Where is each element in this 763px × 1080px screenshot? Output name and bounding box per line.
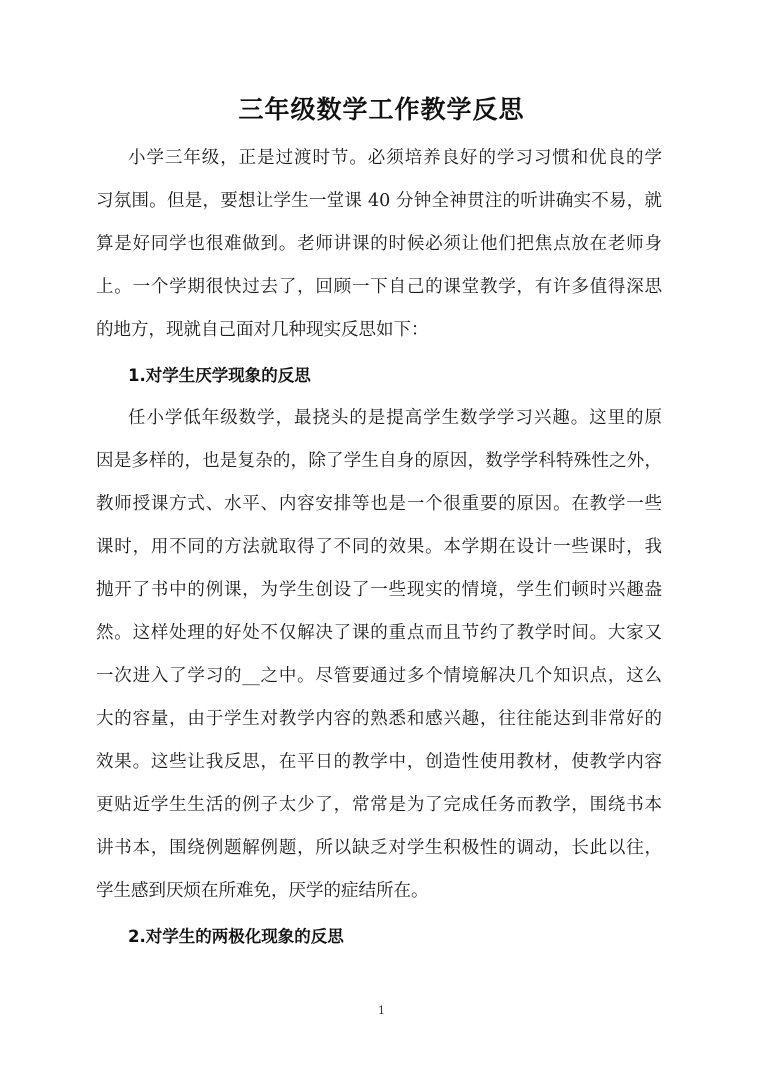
- intro-line-2: 习氛围。但是，要想让学生一堂课 40 分钟全神贯注的听讲确实不易，就: [96, 191, 662, 211]
- section-1-line-12: 学生感到厌烦在所难免，厌学的症结所在。: [96, 881, 429, 901]
- section-2-heading: 2.对学生的两极化现象的反思: [128, 927, 344, 946]
- section-1-line-4: 课时，用不同的方法就取得了不同的效果。本学期在设计一些课时，我: [96, 537, 662, 557]
- section-1-line-7: 一次进入了学习的__之中。尽管要通过多个情境解决几个知识点，这么: [96, 666, 662, 686]
- section-1-line-6: 然。这样处理的好处不仅解决了课的重点而且节约了教学时间。大家又: [96, 623, 662, 643]
- section-1-line-8: 大的容量，由于学生对教学内容的熟悉和感兴趣，往往能达到非常好的: [96, 709, 662, 729]
- section-1-line-1: 任小学低年级数学，最挠头的是提高学生数学学习兴趣。这里的原: [128, 408, 662, 428]
- intro-line-3: 算是好同学也很难做到。老师讲课的时候必须让他们把焦点放在老师身: [96, 234, 662, 254]
- section-1-line-5: 抛开了书中的例课，为学生创设了一些现实的情境，学生们顿时兴趣盎: [96, 580, 662, 600]
- intro-line-1: 小学三年级，正是过渡时节。必须培养良好的学习习惯和优良的学: [128, 148, 662, 168]
- intro-line-4: 上。一个学期很快过去了，回顾一下自己的课堂教学，有许多值得深思: [96, 277, 662, 297]
- section-1-line-3: 教师授课方式、水平、内容安排等也是一个很重要的原因。在教学一些: [96, 494, 662, 514]
- section-1-line-11: 讲书本，围绕例题解例题，所以缺乏对学生积极性的调动，长此以往，: [96, 838, 662, 858]
- page-number: 1: [378, 1004, 385, 1017]
- section-1-line-9: 效果。这些让我反思，在平日的教学中，创造性使用教材，使教学内容: [96, 752, 662, 772]
- intro-line-5: 的地方，现就自己面对几种现实反思如下：: [96, 320, 429, 340]
- section-1-line-10: 更贴近学生生活的例子太少了，常常是为了完成任务而教学，围绕书本: [96, 795, 662, 815]
- section-1-line-2: 因是多样的，也是复杂的，除了学生自身的原因，数学学科特殊性之外，: [96, 451, 662, 471]
- section-1-heading: 1.对学生厌学现象的反思: [128, 366, 311, 385]
- document-title: 三年级数学工作教学反思: [238, 95, 525, 124]
